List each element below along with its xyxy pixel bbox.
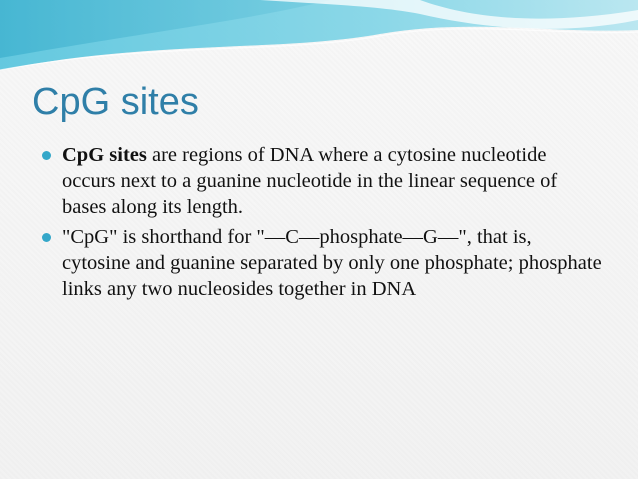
bullet-item bbox=[42, 142, 602, 220]
slide-title: CpG sites bbox=[32, 81, 199, 123]
bullet-list bbox=[42, 142, 602, 306]
bullet-bold-lead: CpG sites bbox=[62, 144, 147, 166]
bullet-text: "CpG" is shorthand for "—C—phosphate—G—", that is, cytosine and guanine separated by only one phosphate; phosphate links any two nucleosides together in DNA bbox=[62, 226, 602, 300]
bullet-dot-icon bbox=[42, 233, 51, 242]
bullet-dot-icon bbox=[42, 151, 51, 160]
bullet-item bbox=[42, 224, 602, 302]
bullet-text: are regions of DNA where a cytosine nucleotide occurs next to a guanine nucleotide in the linear sequence of bases along its length. bbox=[62, 144, 558, 218]
header-wave-decoration bbox=[0, 0, 638, 80]
